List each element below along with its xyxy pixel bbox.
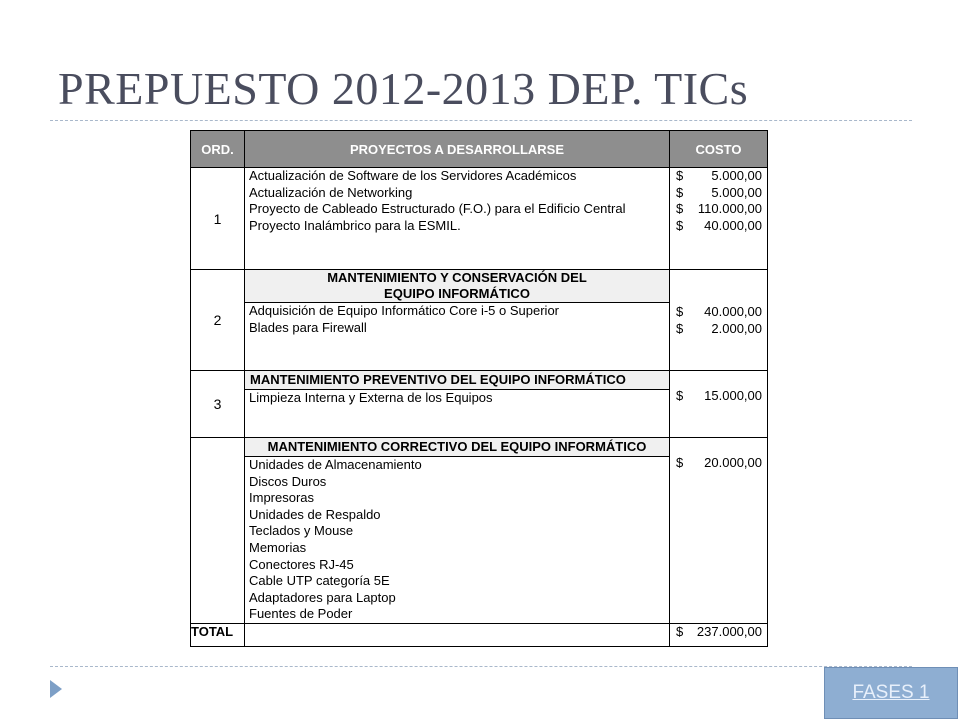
triangle-bullet-icon xyxy=(50,680,62,698)
nav-button-label: FASES 1 xyxy=(852,682,930,703)
table-row xyxy=(191,438,768,624)
project-item: Actualización de Software de los Servidores Académicos xyxy=(249,168,577,183)
cost-cell xyxy=(670,438,768,624)
total-amount: $ 237.000,00 xyxy=(676,623,762,639)
project-item: Unidades de Almacenamiento xyxy=(249,457,422,472)
cost-cell xyxy=(670,371,768,438)
ord-cell: 2 xyxy=(191,270,245,371)
cost-cell xyxy=(670,168,768,270)
footer-divider xyxy=(50,666,912,667)
cost-cell xyxy=(670,270,768,371)
header-projects: PROYECTOS A DESARROLLARSE xyxy=(245,131,670,168)
section-title: MANTENIMIENTO CORRECTIVO DEL EQUIPO INFORMÁTICO xyxy=(245,438,669,457)
project-item: Conectores RJ-45 xyxy=(249,556,354,572)
project-item: Unidades de Respaldo xyxy=(249,506,381,522)
slide-title: PREPUESTO 2012-2013 DEP. TICs xyxy=(58,63,749,114)
project-item: Limpieza Interna y Externa de los Equipos xyxy=(249,390,493,405)
budget-table xyxy=(190,130,768,647)
project-item: Teclados y Mouse xyxy=(249,523,354,539)
ord-cell: 3 xyxy=(191,371,245,438)
project-item: Memorias xyxy=(249,539,307,555)
cost-line: $ 110.000,00 xyxy=(676,201,762,217)
total-empty-cell xyxy=(245,623,670,646)
cost-line: $ 5.000,00 xyxy=(676,184,762,200)
title-divider xyxy=(50,120,912,121)
project-item: Proyecto de Cableado Estructurado (F.O.) para el Edificio Central xyxy=(249,201,626,217)
fases-1-link-button[interactable] xyxy=(824,667,958,719)
cost-line: $ 2.000,00 xyxy=(676,320,762,336)
total-row xyxy=(191,623,768,646)
project-item: Adaptadores para Laptop xyxy=(249,589,396,605)
project-item: Cable UTP categoría 5E xyxy=(249,573,390,589)
total-cost-cell xyxy=(670,623,768,646)
header-ord: ORD. xyxy=(191,131,245,168)
cost-line: $ 20.000,00 xyxy=(676,455,762,470)
project-item: Fuentes de Poder xyxy=(249,606,353,622)
projects-cell xyxy=(245,270,670,371)
projects-cell xyxy=(245,168,670,270)
header-cost: COSTO xyxy=(670,131,768,168)
cost-line: $ 5.000,00 xyxy=(676,168,762,183)
total-label: TOTAL xyxy=(191,623,245,646)
section-title: MANTENIMIENTO Y CONSERVACIÓN DEL EQUIPO INFORMÁTICO xyxy=(245,270,669,303)
cost-line: $ 15.000,00 xyxy=(676,388,762,403)
project-item: Actualización de Networking xyxy=(249,184,413,200)
project-item: Adquisición de Equipo Informático Core i-5 o Superior xyxy=(249,303,560,318)
project-item: Blades para Firewall xyxy=(249,319,367,335)
cost-line: $ 40.000,00 xyxy=(676,304,762,319)
table-row xyxy=(191,168,768,270)
project-item: Proyecto Inalámbrico para la ESMIL. xyxy=(249,217,461,233)
project-item: Discos Duros xyxy=(249,473,327,489)
table-row xyxy=(191,371,768,438)
cost-line: $ 40.000,00 xyxy=(676,217,762,233)
projects-cell xyxy=(245,438,670,624)
section-title: MANTENIMIENTO PREVENTIVO DEL EQUIPO INFORMÁTICO xyxy=(245,371,669,390)
projects-cell xyxy=(245,371,670,438)
ord-cell: 1 xyxy=(191,168,245,270)
table-header-row xyxy=(191,131,768,168)
ord-cell xyxy=(191,438,245,624)
table-row xyxy=(191,270,768,371)
project-item: Impresoras xyxy=(249,490,315,506)
